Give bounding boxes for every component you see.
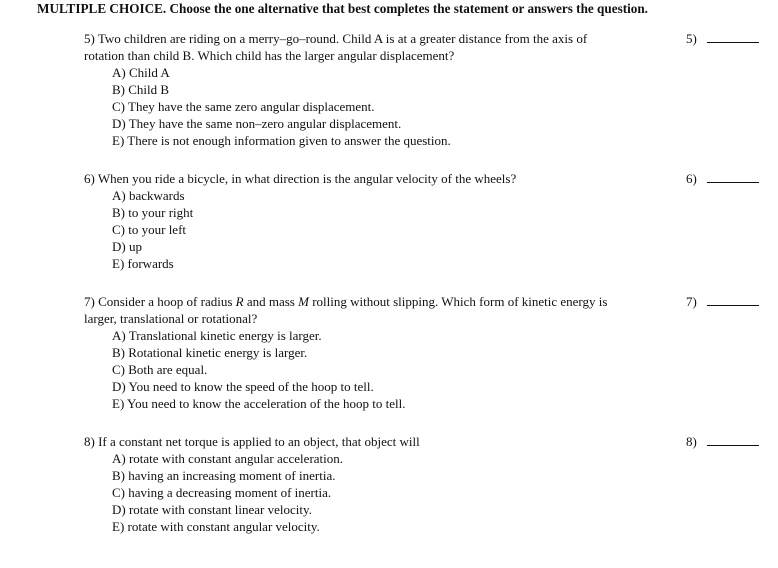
stem-text: 7) Consider a hoop of radius bbox=[84, 294, 236, 309]
answer-number: 8) bbox=[686, 434, 697, 449]
option-c: C) They have the same zero angular displacement. bbox=[112, 99, 375, 114]
question-stem-line: rotation than child B. Which child has the larger angular displacement? bbox=[84, 48, 455, 63]
option-e: E) You need to know the acceleration of the hoop to tell. bbox=[112, 396, 406, 411]
question-stem bbox=[84, 30, 674, 64]
question-stem-line: 8) If a constant net torque is applied to an object, that object will bbox=[84, 434, 420, 449]
option-e: E) forwards bbox=[112, 256, 174, 271]
option-list bbox=[84, 64, 674, 149]
option-d: D) up bbox=[112, 239, 142, 254]
option-a: A) Child A bbox=[112, 65, 170, 80]
question-6 bbox=[84, 170, 674, 272]
option-list bbox=[84, 450, 674, 535]
answer-slot-6 bbox=[686, 170, 759, 187]
answer-slot-8 bbox=[686, 433, 759, 450]
answer-slot-7 bbox=[686, 293, 759, 310]
answer-slot-5 bbox=[686, 30, 759, 47]
option-b: B) Child B bbox=[112, 82, 170, 97]
answer-blank bbox=[707, 170, 759, 183]
option-d: D) They have the same non–zero angular displacement. bbox=[112, 116, 402, 131]
question-8 bbox=[84, 433, 674, 535]
option-e: E) There is not enough information given to answer the question. bbox=[112, 133, 451, 148]
variable-r: R bbox=[235, 294, 244, 309]
option-b: B) having an increasing moment of inertia. bbox=[112, 468, 336, 483]
answer-number: 7) bbox=[686, 294, 697, 309]
answer-number: 5) bbox=[686, 31, 697, 46]
option-d: D) rotate with constant linear velocity. bbox=[112, 502, 312, 517]
section-instructions: MULTIPLE CHOICE. Choose the one alternative that best completes the statement or answers the question. bbox=[37, 1, 648, 16]
option-list bbox=[84, 327, 674, 412]
question-7 bbox=[84, 293, 674, 412]
question-stem-line bbox=[84, 293, 674, 310]
question-stem-line: 5) Two children are riding on a merry–go–round. Child A is at a greater distance from the axis of bbox=[84, 31, 588, 46]
stem-text: and mass bbox=[243, 294, 299, 309]
option-b: B) to your right bbox=[112, 205, 194, 220]
option-b: B) Rotational kinetic energy is larger. bbox=[112, 345, 308, 360]
option-c: C) Both are equal. bbox=[112, 362, 208, 377]
option-a: A) Translational kinetic energy is larger. bbox=[112, 328, 322, 343]
question-stem-line: larger, translational or rotational? bbox=[84, 311, 258, 326]
answer-blank bbox=[707, 30, 759, 43]
answer-blank bbox=[707, 293, 759, 306]
variable-m: M bbox=[298, 294, 309, 309]
answer-blank bbox=[707, 433, 759, 446]
question-stem bbox=[84, 433, 674, 450]
option-d: D) You need to know the speed of the hoop to tell. bbox=[112, 379, 374, 394]
option-c: C) to your left bbox=[112, 222, 187, 237]
answer-number: 6) bbox=[686, 171, 697, 186]
option-c: C) having a decreasing moment of inertia. bbox=[112, 485, 332, 500]
question-stem-line: 6) When you ride a bicycle, in what direction is the angular velocity of the wheels? bbox=[84, 171, 517, 186]
option-list bbox=[84, 187, 674, 272]
option-e: E) rotate with constant angular velocity. bbox=[112, 519, 320, 534]
option-a: A) backwards bbox=[112, 188, 185, 203]
option-a: A) rotate with constant angular acceleration. bbox=[112, 451, 344, 466]
stem-text: rolling without slipping. Which form of kinetic energy is bbox=[308, 294, 608, 309]
question-5 bbox=[84, 30, 674, 149]
question-stem bbox=[84, 170, 674, 187]
question-stem bbox=[84, 293, 674, 327]
